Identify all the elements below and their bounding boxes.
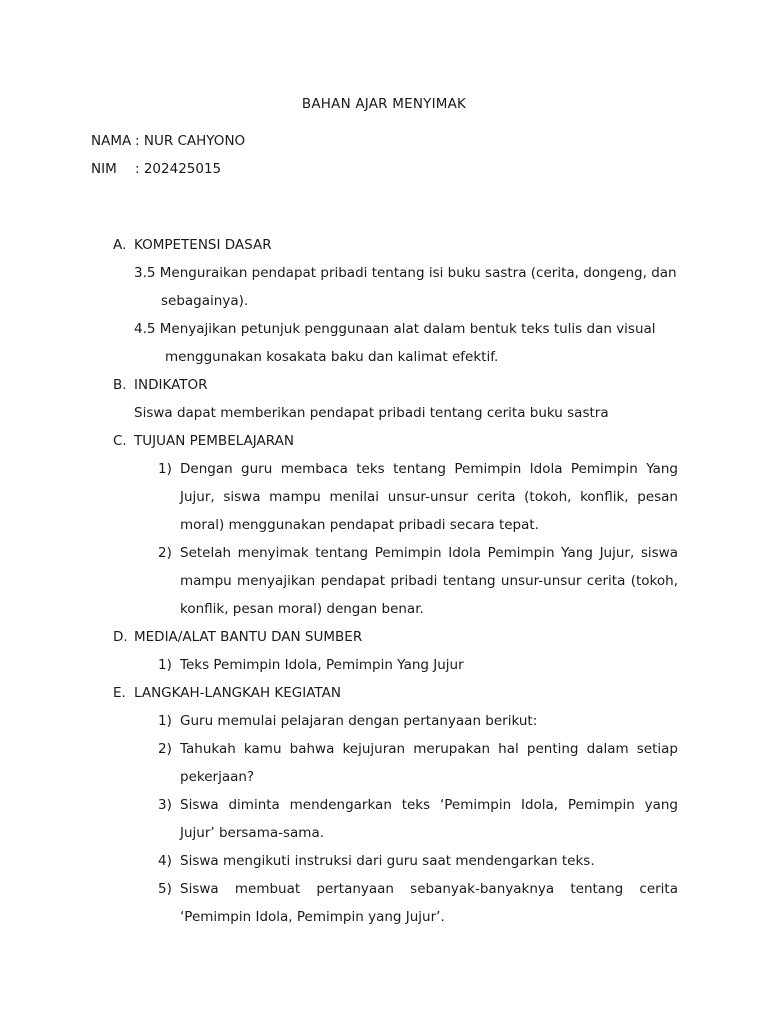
list-item-text: Setelah menyimak tentang Pemimpin Idola Pemimpin Yang Jujur, siswa mampu menyajikan pendapat pribadi tentang unsur-unsur cerita (tokoh, konflik, pesan moral) dengan benar.	[180, 545, 678, 617]
list-item	[158, 539, 678, 623]
document-title: BAHAN AJAR MENYIMAK	[301, 96, 467, 112]
list-item-number: 5)	[158, 881, 172, 897]
kd-4-5-line2: menggunakan kosakata baku dan kalimat efektif.	[165, 349, 499, 365]
list-item-number: 1)	[158, 461, 172, 477]
list-item-text: Teks Pemimpin Idola, Pemimpin Yang Jujur	[180, 657, 464, 673]
section-d-letter: D.	[113, 629, 128, 645]
nim-label: NIM	[91, 161, 117, 177]
section-e-heading	[113, 679, 678, 707]
section-e-letter: E.	[113, 685, 126, 701]
document-body	[113, 231, 678, 931]
kd-3-5-line2: sebagainya).	[161, 293, 249, 309]
section-b-heading	[113, 371, 678, 399]
section-c-letter: C.	[113, 433, 127, 449]
list-item-number: 1)	[158, 713, 172, 729]
section-c-heading	[113, 427, 678, 455]
media-list	[158, 651, 678, 679]
kd-3-5-line1: 3.5 Menguraikan pendapat pribadi tentang isi buku sastra (cerita, dongeng, dan	[134, 265, 677, 281]
name-label: NAMA	[91, 133, 132, 149]
name-row	[91, 127, 245, 155]
list-item-text: Guru memulai pelajaran dengan pertanyaan berikut:	[180, 713, 538, 729]
list-item	[158, 735, 678, 791]
list-item-number: 3)	[158, 797, 172, 813]
section-b-title: INDIKATOR	[134, 377, 208, 393]
list-item-number: 2)	[158, 545, 172, 561]
section-d-heading	[113, 623, 678, 651]
list-item-text: Tahukah kamu bahwa kejujuran merupakan hal penting dalam setiap pekerjaan?	[180, 741, 678, 785]
section-a-title: KOMPETENSI DASAR	[134, 237, 272, 253]
name-value: : NUR CAHYONO	[135, 133, 246, 149]
list-item-text: Siswa mengikuti instruksi dari guru saat mendengarkan teks.	[180, 853, 595, 869]
nim-value: : 202425015	[135, 161, 222, 177]
list-item	[158, 847, 678, 875]
section-b-letter: B.	[113, 377, 127, 393]
nim-row	[91, 155, 245, 183]
section-a-letter: A.	[113, 237, 127, 253]
list-item	[158, 707, 678, 735]
list-item	[158, 651, 678, 679]
langkah-list	[158, 707, 678, 931]
list-item-number: 1)	[158, 657, 172, 673]
tujuan-list	[158, 455, 678, 623]
section-c-title: TUJUAN PEMBELAJARAN	[134, 433, 294, 449]
list-item-number: 4)	[158, 853, 172, 869]
section-d-title: MEDIA/ALAT BANTU DAN SUMBER	[134, 629, 363, 645]
list-item-text: Siswa diminta mendengarkan teks ‘Pemimpin Idola, Pemimpin yang Jujur’ bersama-sama.	[180, 797, 678, 841]
kd-4-5-line1: 4.5 Menyajikan petunjuk penggunaan alat dalam bentuk teks tulis dan visual	[134, 321, 656, 337]
indikator-text: Siswa dapat memberikan pendapat pribadi tentang cerita buku sastra	[134, 405, 609, 421]
kompetensi-list	[134, 259, 678, 371]
list-item-number: 2)	[158, 741, 172, 757]
list-item	[158, 455, 678, 539]
list-item-text: Siswa membuat pertanyaan sebanyak-banyaknya tentang cerita ‘Pemimpin Idola, Pemimpin yang Jujur’.	[180, 881, 678, 925]
section-e-title: LANGKAH-LANGKAH KEGIATAN	[134, 685, 341, 701]
student-identity	[91, 127, 245, 183]
list-item	[158, 791, 678, 847]
list-item-text: Dengan guru membaca teks tentang Pemimpin Idola Pemimpin Yang Jujur, siswa mampu menilai unsur-unsur cerita (tokoh, konflik, pesan moral) menggunakan pendapat pribadi secara tepat.	[180, 461, 678, 533]
section-a-heading	[113, 231, 678, 259]
list-item	[158, 875, 678, 931]
